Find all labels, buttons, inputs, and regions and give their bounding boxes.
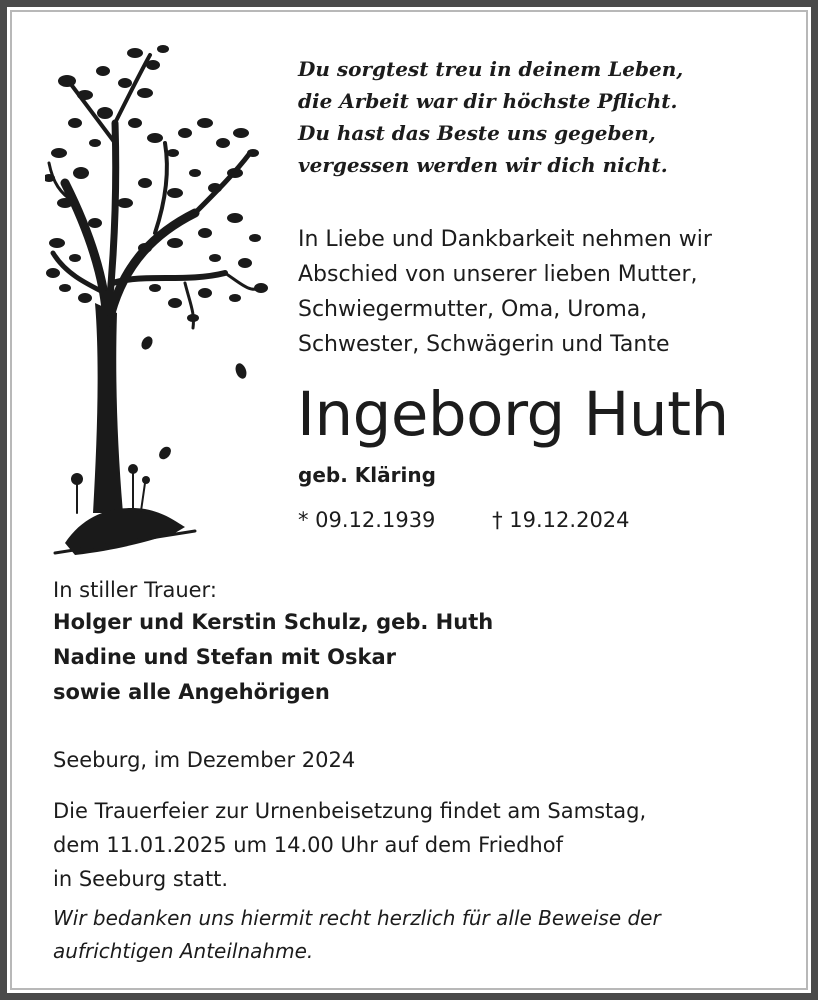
poem-line: die Arbeit war dir höchste Pflicht. [298,89,678,113]
tree-silhouette-icon [45,43,275,563]
thanks-note [53,902,661,968]
ceremony-info [53,794,646,896]
mourner-name: sowie alle Angehörigen [53,680,330,704]
poem-line: Du sorgtest treu in deinem Leben, [298,57,684,81]
poem [298,53,683,181]
deceased-name: Ingeborg Huth [297,379,729,450]
poem-line: vergessen werden wir dich nicht. [298,153,668,177]
intro-line: Schwiegermutter, Oma, Uroma, [298,297,648,322]
thanks-line: aufrichtigen Anteilnahme. [53,939,314,963]
mourners-list [53,605,493,710]
mourner-name: Holger und Kerstin Schulz, geb. Huth [53,610,494,634]
birth-name: geb. Kläring [298,463,436,487]
ceremony-line: Die Trauerfeier zur Urnenbeisetzung findet am Samstag, [53,799,647,823]
death-date: † 19.12.2024 [492,508,630,532]
intro-text [298,222,712,362]
place-date: Seeburg, im Dezember 2024 [53,748,356,772]
intro-line: Schwester, Schwägerin und Tante [298,332,670,357]
mourning-heading: In stiller Trauer: [53,578,217,602]
poem-line: Du hast das Beste uns gegeben, [298,121,656,145]
intro-line: Abschied von unserer lieben Mutter, [298,262,698,287]
mourner-name: Nadine und Stefan mit Oskar [53,645,396,669]
thanks-line: Wir bedanken uns hiermit recht herzlich für alle Beweise der [53,906,661,930]
ceremony-line: dem 11.01.2025 um 14.00 Uhr auf dem Friedhof [53,833,563,857]
ceremony-line: in Seeburg statt. [53,867,229,891]
birth-date: * 09.12.1939 [298,508,436,532]
intro-line: In Liebe und Dankbarkeit nehmen wir [298,227,712,252]
life-dates [298,504,630,536]
